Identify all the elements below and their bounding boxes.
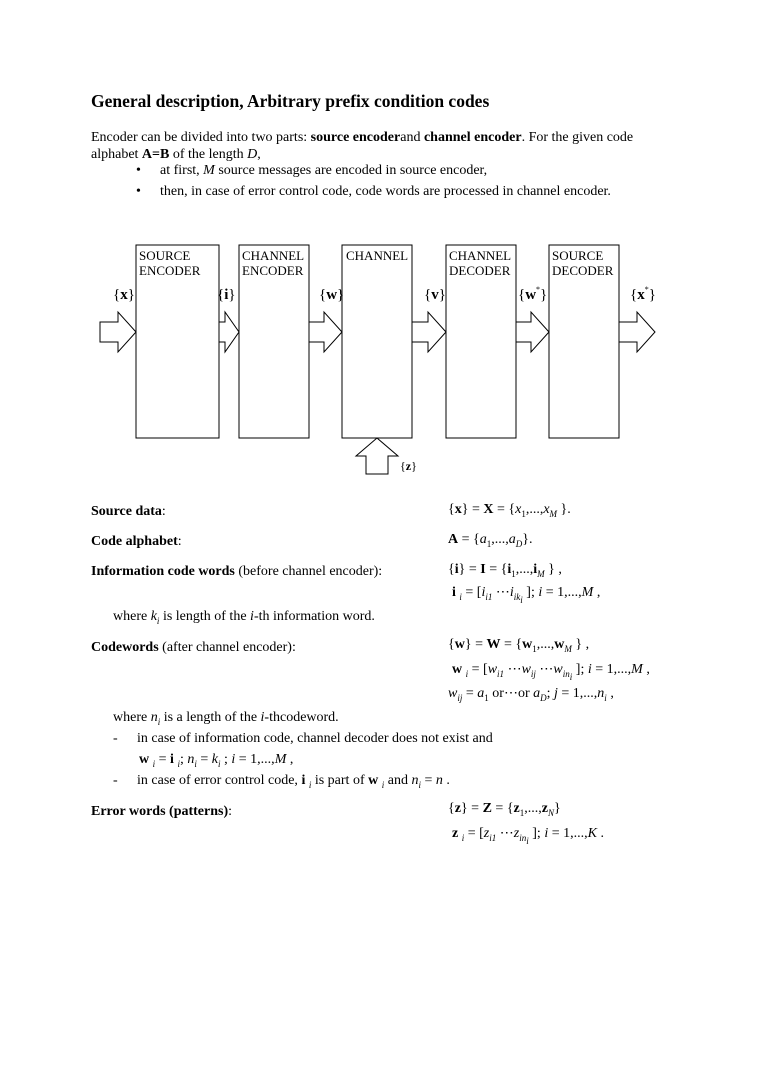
intro-text: Encoder can be divided into two parts: [91, 130, 311, 145]
arrow-right-icon [100, 312, 136, 352]
intro-text: , [257, 147, 261, 162]
bullet-text: source messages are encoded in source encoder, [214, 163, 488, 178]
math-codeword-element: $w_{ij} = a_1$ or⋯or $a_D$; $j = 1,...,n_i$ , [448, 686, 614, 703]
math-code-alphabet: $A = \{a_1,...,a_D\}$. [448, 532, 533, 549]
intro-bold-alphabet: A=B [141, 147, 170, 162]
block-label: CHANNEL [449, 248, 512, 263]
case-information-code: - in case of information code, channel decoder does not exist and [113, 731, 493, 746]
bullet-icon: • [136, 163, 141, 178]
block-label: SOURCE [139, 248, 191, 263]
noise-label: {z} [400, 459, 417, 473]
def-source-data: Source data: [91, 504, 166, 519]
signal-label: {x*} [630, 285, 656, 303]
math-information-set: $\{i\} = I = \{i_1,...,i_M$ } , [448, 562, 562, 579]
page-title: General description, Arbitrary prefix condition codes [91, 91, 490, 111]
def-error-words: Error words (patterns): [91, 804, 233, 819]
arrow-right-icon [619, 312, 655, 352]
bullet-icon: • [136, 184, 141, 199]
math-source-data: $\{x\} = X = \{x_1,...,x_M$ }. [448, 502, 571, 519]
where-k-note: where $k_i$ is length of the i-th information word. [113, 609, 375, 626]
bullet-text: at first, [160, 163, 204, 178]
block-label: ENCODER [242, 263, 304, 278]
def-codewords: Codewords (after channel encoder): [91, 640, 296, 655]
signal-label: {v} [424, 287, 446, 303]
block-label: ENCODER [139, 263, 201, 278]
signal-label: {w*} [518, 285, 548, 303]
math-error-word: z $_i = [z_{i1}$ $\cdots z_{in_i}$ ]; i = 1,...,K . [452, 826, 604, 846]
intro-bold-channel-encoder: channel encoder [423, 130, 522, 145]
math-error-set: $\{z\} = Z = \{z_1,...,z_N\}$ [448, 801, 561, 818]
signal-label: {i} [217, 287, 236, 303]
bullet-italic: M [203, 163, 215, 178]
arrow-right-icon [219, 312, 239, 352]
intro-text: . For the given code alphabet [91, 130, 634, 162]
block-label: DECODER [449, 263, 511, 278]
math-codewords-set: $\{w\} = W = \{w_1,...,w_M$ } , [448, 637, 590, 654]
intro-italic-d: D [247, 147, 258, 162]
block-channel [342, 245, 412, 438]
where-n-note: where $n_i$ is a length of the i-thcodeword. [113, 710, 339, 727]
block-label: CHANNEL [242, 248, 305, 263]
math-codeword: w $_i = [w_{i1}$ $\cdots w_{ij}$ $\cdots w_{in_i}$ ]; i = 1,...,M , [452, 662, 650, 682]
case-error-control-code: - in case of error control code, i $_i$ is part of w $_i$ and $n_i = n$ . [113, 773, 450, 790]
arrow-right-icon [516, 312, 549, 352]
intro-bold-source-encoder: source encoder [310, 130, 401, 145]
block-label: CHANNEL [346, 248, 409, 263]
arrow-right-icon [309, 312, 342, 352]
signal-label: {w} [319, 287, 345, 303]
intro-text: and [400, 130, 424, 145]
arrow-right-icon [412, 312, 446, 352]
block-label: DECODER [552, 263, 614, 278]
signal-label: {x} [113, 287, 135, 303]
bullet-text: then, in case of error control code, code words are processed in channel encoder. [160, 184, 611, 199]
def-code-alphabet: Code alphabet: [91, 534, 182, 549]
block-diagram [0, 0, 760, 500]
arrow-up-icon [356, 438, 398, 474]
intro-text: of the length [169, 147, 248, 162]
def-information-code-words: Information code words (before channel encoder): [91, 564, 383, 579]
block-label: SOURCE [552, 248, 604, 263]
math-case-information: w $_i$ = i $_i$; $n_i = k_i$ ; i = 1,...,M , [139, 752, 294, 769]
math-information-word: i $_i = [i_{i1}$ $\cdots i_{ik_i}$ ]; i = 1,...,M , [452, 585, 601, 605]
